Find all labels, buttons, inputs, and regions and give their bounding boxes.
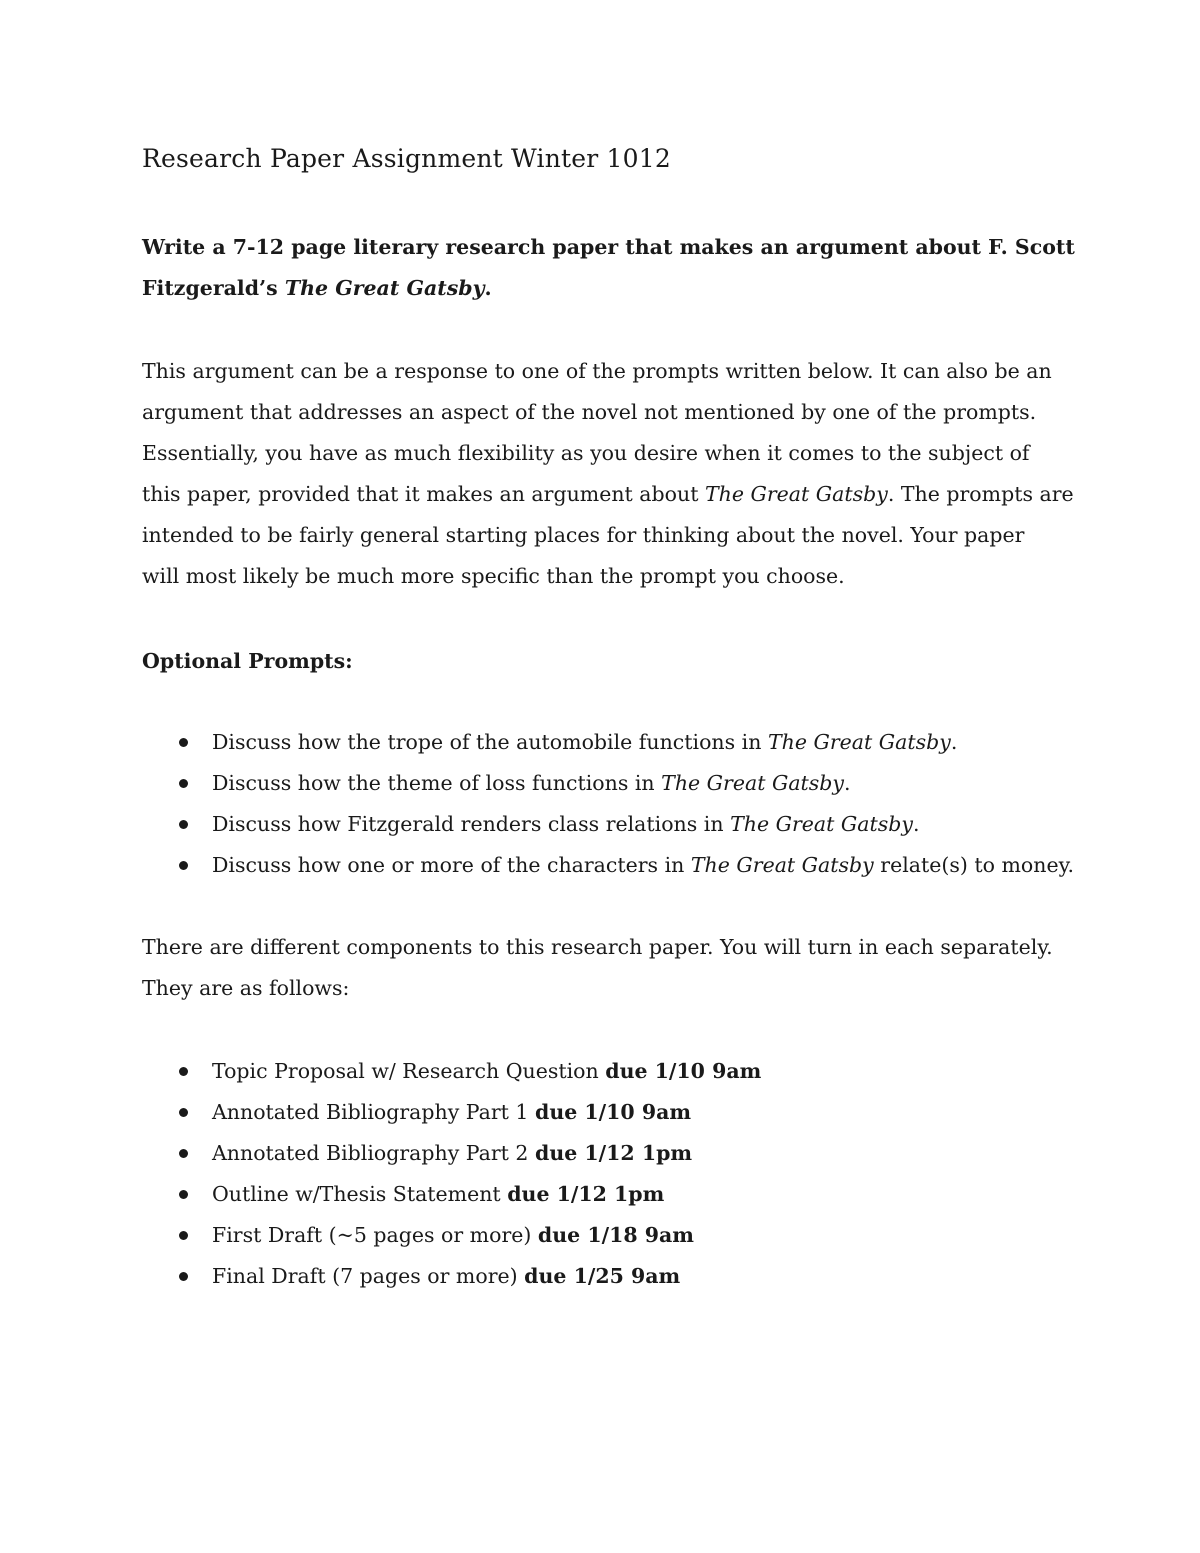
prompt-text: . [950, 730, 958, 754]
prompt-text: relate(s) to money. [873, 853, 1074, 877]
book-title: The Great Gatsby [690, 853, 874, 877]
argument-paragraph [142, 351, 1082, 597]
instruction-line: Write a 7-12 page literary research paper that makes an argument about F. Scott [142, 235, 1075, 259]
due-date: due 1/12 1pm [507, 1182, 665, 1206]
paragraph-line [142, 474, 1082, 515]
components-paragraph [142, 927, 1082, 1009]
component-label: First Draft (~5 pages or more) [212, 1223, 538, 1247]
instruction-text: . [484, 276, 492, 300]
bullet-icon [179, 820, 188, 829]
component-item [142, 1133, 1142, 1174]
bullet-icon [179, 1190, 188, 1199]
prompt-item [142, 763, 1142, 804]
paragraph-line: intended to be fairly general starting places for thinking about the novel. Your paper [142, 523, 1025, 547]
paragraph-line: This argument can be a response to one of the prompts written below. It can also be an [142, 359, 1052, 383]
component-label: Annotated Bibliography Part 1 [212, 1100, 535, 1124]
prompt-item [142, 845, 1142, 886]
paragraph-line: Essentially, you have as much flexibility as you desire when it comes to the subject of [142, 441, 1030, 465]
book-title: The Great Gatsby [284, 276, 485, 300]
paragraph-line: will most likely be much more specific than the prompt you choose. [142, 564, 845, 588]
bullet-icon [179, 738, 188, 747]
bullet-icon [179, 1067, 188, 1076]
instruction-text: Fitzgerald’s [142, 276, 285, 300]
component-item [142, 1215, 1142, 1256]
prompt-item [142, 722, 1142, 763]
book-title: The Great Gatsby [661, 771, 845, 795]
instruction-line [142, 268, 1072, 309]
bullet-icon [179, 1149, 188, 1158]
component-label: Annotated Bibliography Part 2 [212, 1141, 535, 1165]
prompt-text: Discuss how the trope of the automobile functions in [212, 730, 768, 754]
paragraph-line: There are different components to this research paper. You will turn in each separately. [142, 935, 1053, 959]
bullet-icon [179, 1272, 188, 1281]
paragraph-line: They are as follows: [142, 976, 350, 1000]
due-date: due 1/12 1pm [535, 1141, 693, 1165]
due-date: due 1/18 9am [537, 1223, 694, 1247]
due-date: due 1/10 9am [535, 1100, 692, 1124]
component-item [142, 1092, 1142, 1133]
prompt-item [142, 804, 1142, 845]
prompt-text: Discuss how the theme of loss functions in [212, 771, 662, 795]
component-item [142, 1256, 1142, 1297]
prompt-text: . [844, 771, 851, 795]
book-title: The Great Gatsby [704, 482, 888, 506]
bullet-icon [179, 861, 188, 870]
paragraph-text: this paper, provided that it makes an argument about [142, 482, 705, 506]
component-item [142, 1051, 1142, 1092]
component-label: Outline w/Thesis Statement [212, 1182, 508, 1206]
due-date: due 1/10 9am [605, 1059, 762, 1083]
book-title: The Great Gatsby [730, 812, 913, 836]
book-title: The Great Gatsby [767, 730, 951, 754]
prompts-heading: Optional Prompts: [142, 649, 353, 673]
paragraph-text: . The prompts are [887, 482, 1074, 506]
bullet-icon [179, 1231, 188, 1240]
component-label: Topic Proposal w/ Research Question [212, 1059, 606, 1083]
prompts-list [142, 722, 1142, 886]
bullet-icon [179, 779, 188, 788]
components-list [142, 1051, 1142, 1297]
assignment-instruction [142, 227, 1075, 309]
component-item [142, 1174, 1142, 1215]
prompt-text: . [912, 812, 920, 836]
prompt-text: Discuss how one or more of the characters in [212, 853, 691, 877]
component-label: Final Draft (7 pages or more) [212, 1264, 525, 1288]
prompt-text: Discuss how Fitzgerald renders class relations in [212, 812, 731, 836]
document-title: Research Paper Assignment Winter 1012 [142, 144, 671, 173]
due-date: due 1/25 9am [524, 1264, 681, 1288]
bullet-icon [179, 1108, 188, 1117]
paragraph-line: argument that addresses an aspect of the novel not mentioned by one of the prompts. [142, 400, 1037, 424]
